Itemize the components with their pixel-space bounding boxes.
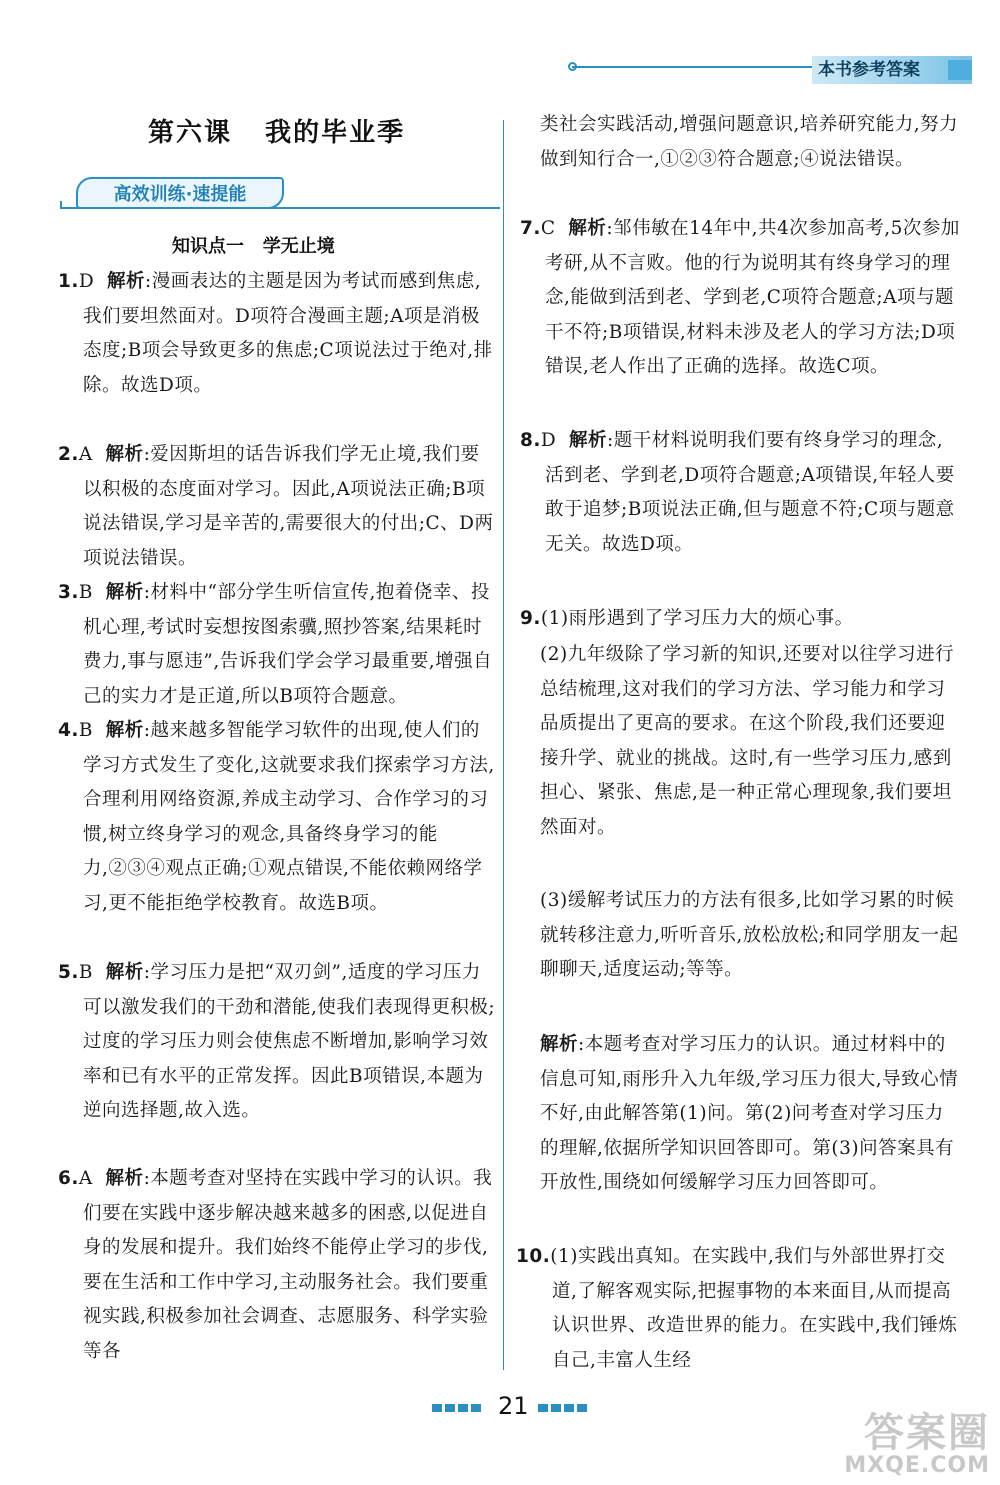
answer-8: 8.D 解析:题干材料说明我们要有终身学习的理念,活到老、学到老,D项符合题意;A项错误,年轻人要敢于追梦;B项说法正确,但与题意不符;C项与题意无关。故选D项。 (520, 430, 955, 555)
site-watermark (820, 1412, 990, 1482)
watermark-logo-text: 答案圈 (864, 1410, 990, 1456)
answer-5: 5.B 解析:学习压力是把“双刃剑”,适度的学习压力可以激发我们的干劲和潜能,使我们表现得更积极;过度的学习压力则会使焦虑不断增加,影响学习效率和已有水平的正常发挥。因此B项错误,本题为逆向选择题,故入选。 (58, 962, 496, 1122)
answer-6: 6.A 解析:本题考查对坚持在实践中学习的认识。我们要在实践中逐步解决越来越多的困惑,以促进自身的发展和提升。我们始终不能停止学习的步伐,要在生活和工作中学习,主动服务社会。我们要重视实践,积极参加社会调查、志愿服务、科学实验等各 (58, 1168, 493, 1362)
page-number: 21 (498, 1392, 529, 1420)
answer-2: 2.A 解析:爱因斯坦的话告诉我们学无止境,我们要以积极的态度面对学习。因此,A项说法正确;B项说法错误,学习是辛苦的,需要很大的付出;C、D两项说法错误。 (58, 444, 494, 569)
section-banner: 高效训练·速提能 (76, 177, 284, 209)
lesson-title: 第六课 我的毕业季 (148, 118, 406, 148)
watermark-url: MXQE.COM (844, 1453, 990, 1478)
answer-4: 4.B 解析:越来越多智能学习软件的出现,使人们的学习方式发生了变化,这就要求我们探索学习方法,合理利用网络资源,养成主动学习、合作学习的习惯,树立终身学习的观念,具备终身学习的能力,②③④观点正确;①观点错误,不能依赖网络学习,更不能拒绝学校教育。故选B项。 (58, 720, 495, 914)
page-number-decoration-left (432, 1404, 484, 1412)
header-rule (572, 66, 814, 68)
answer-9-part-3: (3)缓解考试压力的方法有很多,比如学习累的时候就转移注意力,听听音乐,放松放松;和同学朋友一起聊聊天,适度运动;等等。 (540, 890, 959, 981)
answer-7: 7.C 解析:邹伟敏在14年中,共4次参加高考,5次参加考研,从不言败。他的行为说明其有终身学习的理念,能做到活到老、学到老,C项符合题意;A项与题干不符;B项错误,材料未涉及老人的学习方法;D项错误,老人作出了正确的选择。故选C项。 (520, 218, 960, 378)
header-label: 本书参考答案 (812, 56, 972, 84)
answer-9-part-1: 9.(1)雨彤遇到了学习压力大的烦心事。 (520, 608, 854, 629)
answer-9-part-2: (2)九年级除了学习新的知识,还要对以往学习进行总结梳理,这对我们的学习方法、学习能力和学习品质提出了更高的要求。在这个阶段,我们还要迎接升学、就业的挑战。这时,有一些学习压力,感到担心、紧张、焦虑,是一种正常心理现象,我们要坦然面对。 (540, 644, 955, 838)
answer-6-continuation: 类社会实践活动,增强问题意识,培养研究能力,努力做到知行合一,①②③符合题意;④说法错误。 (540, 114, 959, 170)
knowledge-point-title: 知识点一 学无止境 (172, 236, 335, 257)
answer-3: 3.B 解析:材料中“部分学生听信宣传,抱着侥幸、投机心理,考试时妄想按图索骥,照抄答案,结果耗时费力,事与愿违”,告诉我们学会学习最重要,增强自己的实力才是正道,所以B项符合题意。 (58, 582, 493, 707)
answer-9-analysis: 解析:本题考查对学习压力的认识。通过材料中的信息可知,雨彤升入九年级,学习压力很大,导致心情不好,由此解答第(1)问。第(2)问考查对学习压力的理解,依据所学知识回答即可。第(3)问答案具有开放性,围绕如何缓解学习压力回答即可。 (540, 1034, 959, 1194)
answer-10: 10.(1)实践出真知。在实践中,我们与外部世界打交道,了解客观实际,把握事物的本来面目,从而提高认识世界、改造世界的能力。在实践中,我们锤炼自己,丰富人生经 (516, 1246, 958, 1371)
column-divider (503, 120, 504, 1370)
page-number-decoration-right (538, 1404, 590, 1412)
answer-1: 1.D 解析:漫画表达的主题是因为考试而感到焦虑,我们要坦然面对。D项符合漫画主题;A项是消极态度;B项会导致更多的焦虑;C项说法过于绝对,排除。故选D项。 (58, 271, 493, 396)
